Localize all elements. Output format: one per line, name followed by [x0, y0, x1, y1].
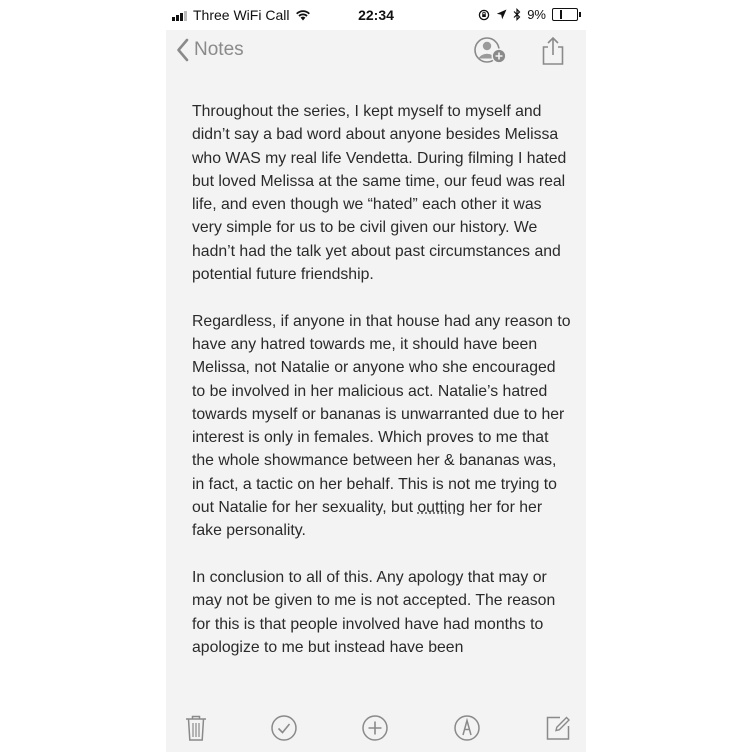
battery-icon	[552, 8, 578, 21]
battery-fill	[560, 10, 562, 19]
carrier-label: Three WiFi Call	[193, 7, 290, 23]
add-icon[interactable]	[361, 714, 389, 742]
back-button[interactable]	[176, 38, 244, 62]
spellcheck-word[interactable]: outting	[417, 499, 465, 517]
battery-percent: 9%	[527, 7, 546, 22]
note-paragraph: In conclusion to all of this. Any apology that may or may not be given to me is not accepted. The reason for this is that people involved have had months to apologize to me but instead have been	[192, 568, 556, 656]
note-paragraph: Throughout the series, I kept myself to myself and didn’t say a bad word about anyone besides Melissa who WAS my real life Vendetta. During filming I hated but loved Melissa at the same time, our feud was real life, and even though we “hated” each other it was very simple for us to be civil given our history. We hadn’t had the talk yet about past circumstances and potential future friendship.	[192, 103, 567, 284]
markup-icon[interactable]	[453, 714, 481, 742]
compose-icon[interactable]	[544, 714, 572, 742]
bottom-toolbar	[166, 702, 586, 752]
status-time: 22:34	[358, 7, 394, 23]
note-body[interactable]	[192, 100, 572, 682]
add-person-icon[interactable]	[472, 36, 512, 66]
note-paragraph: Regardless, if anyone in that house had any reason to have any hatred towards me, it should have been Melissa, not Natalie or anyone who she encouraged to be involved in her malicious act. Natalie’s hatred towards myself or bananas is unwarranted due to her interest is only in females. Which proves to me that the whole showmance between her & bananas was, in fact, a tactic on her behalf. This is not me trying to out Natalie for her sexuality, but outting her for her fake personality.	[192, 312, 571, 540]
chevron-left-icon	[176, 38, 190, 62]
checklist-icon[interactable]	[270, 714, 298, 742]
back-label: Notes	[194, 39, 244, 60]
share-icon[interactable]	[540, 36, 566, 66]
screen-lock-icon	[478, 9, 490, 21]
notes-screen	[166, 0, 586, 752]
trash-icon[interactable]	[184, 714, 208, 742]
nav-bar	[166, 30, 586, 74]
status-bar	[166, 0, 586, 30]
status-right	[478, 7, 578, 22]
location-icon	[496, 9, 507, 20]
bluetooth-icon	[513, 8, 521, 21]
